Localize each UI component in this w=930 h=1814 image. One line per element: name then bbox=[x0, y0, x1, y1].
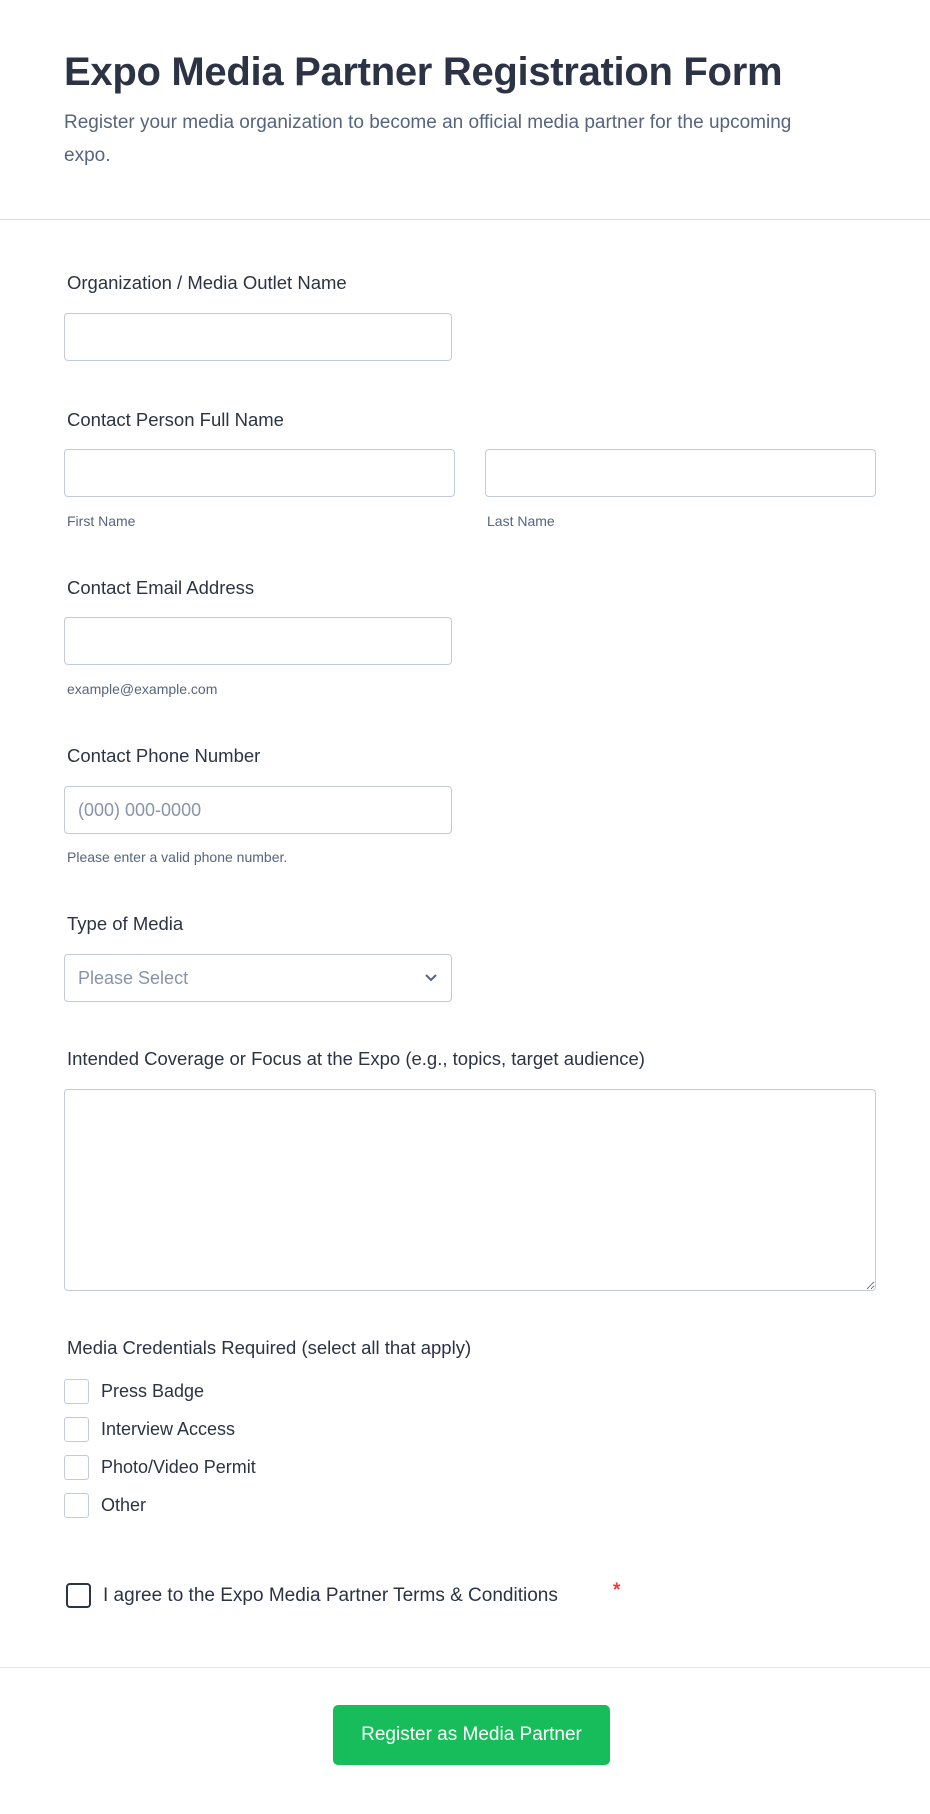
required-asterisk: * bbox=[613, 1580, 621, 1601]
last-name-input[interactable] bbox=[485, 449, 876, 497]
credentials-label: Media Credentials Required (select all that apply) bbox=[67, 1337, 472, 1358]
coverage-label: Intended Coverage or Focus at the Expo (e.g., topics, target audience) bbox=[67, 1048, 645, 1069]
register-button[interactable]: Register as Media Partner bbox=[333, 1705, 610, 1765]
checkbox-interview-access[interactable] bbox=[64, 1417, 89, 1442]
terms-checkbox[interactable] bbox=[66, 1583, 91, 1608]
checkbox-other[interactable] bbox=[64, 1493, 89, 1518]
header-divider bbox=[0, 219, 930, 220]
media-type-select[interactable] bbox=[64, 954, 452, 1002]
media-type-label: Type of Media bbox=[67, 913, 184, 934]
contact-name-label: Contact Person Full Name bbox=[67, 409, 284, 430]
email-label: Contact Email Address bbox=[67, 577, 255, 598]
page-subtitle: Register your media organization to become an official media partner for the upcoming expo. bbox=[64, 112, 792, 166]
checkbox-label: Interview Access bbox=[101, 1419, 236, 1439]
phone-input[interactable] bbox=[64, 786, 452, 834]
phone-hint: Please enter a valid phone number. bbox=[67, 849, 288, 865]
checkbox-press-badge[interactable] bbox=[64, 1379, 89, 1404]
coverage-textarea[interactable] bbox=[64, 1089, 876, 1291]
phone-label: Contact Phone Number bbox=[67, 745, 261, 766]
checkbox-label: Press Badge bbox=[101, 1381, 205, 1401]
first-name-hint: First Name bbox=[67, 513, 136, 529]
checkbox-label: Photo/Video Permit bbox=[101, 1457, 256, 1477]
terms-label: I agree to the Expo Media Partner Terms & Conditions bbox=[103, 1585, 558, 1606]
checkbox-photo-video-permit[interactable] bbox=[64, 1455, 89, 1480]
checkbox-label: Other bbox=[101, 1495, 147, 1515]
last-name-hint: Last Name bbox=[487, 513, 555, 529]
media-type-selected: Please Select bbox=[78, 967, 189, 988]
footer-divider bbox=[0, 1667, 930, 1668]
chevron-down-icon bbox=[424, 973, 438, 983]
email-hint: example@example.com bbox=[67, 681, 218, 697]
page-title: Expo Media Partner Registration Form bbox=[64, 50, 783, 94]
email-input[interactable] bbox=[64, 617, 452, 665]
organization-input[interactable] bbox=[64, 313, 452, 361]
first-name-input[interactable] bbox=[64, 449, 455, 497]
organization-label: Organization / Media Outlet Name bbox=[67, 272, 347, 293]
